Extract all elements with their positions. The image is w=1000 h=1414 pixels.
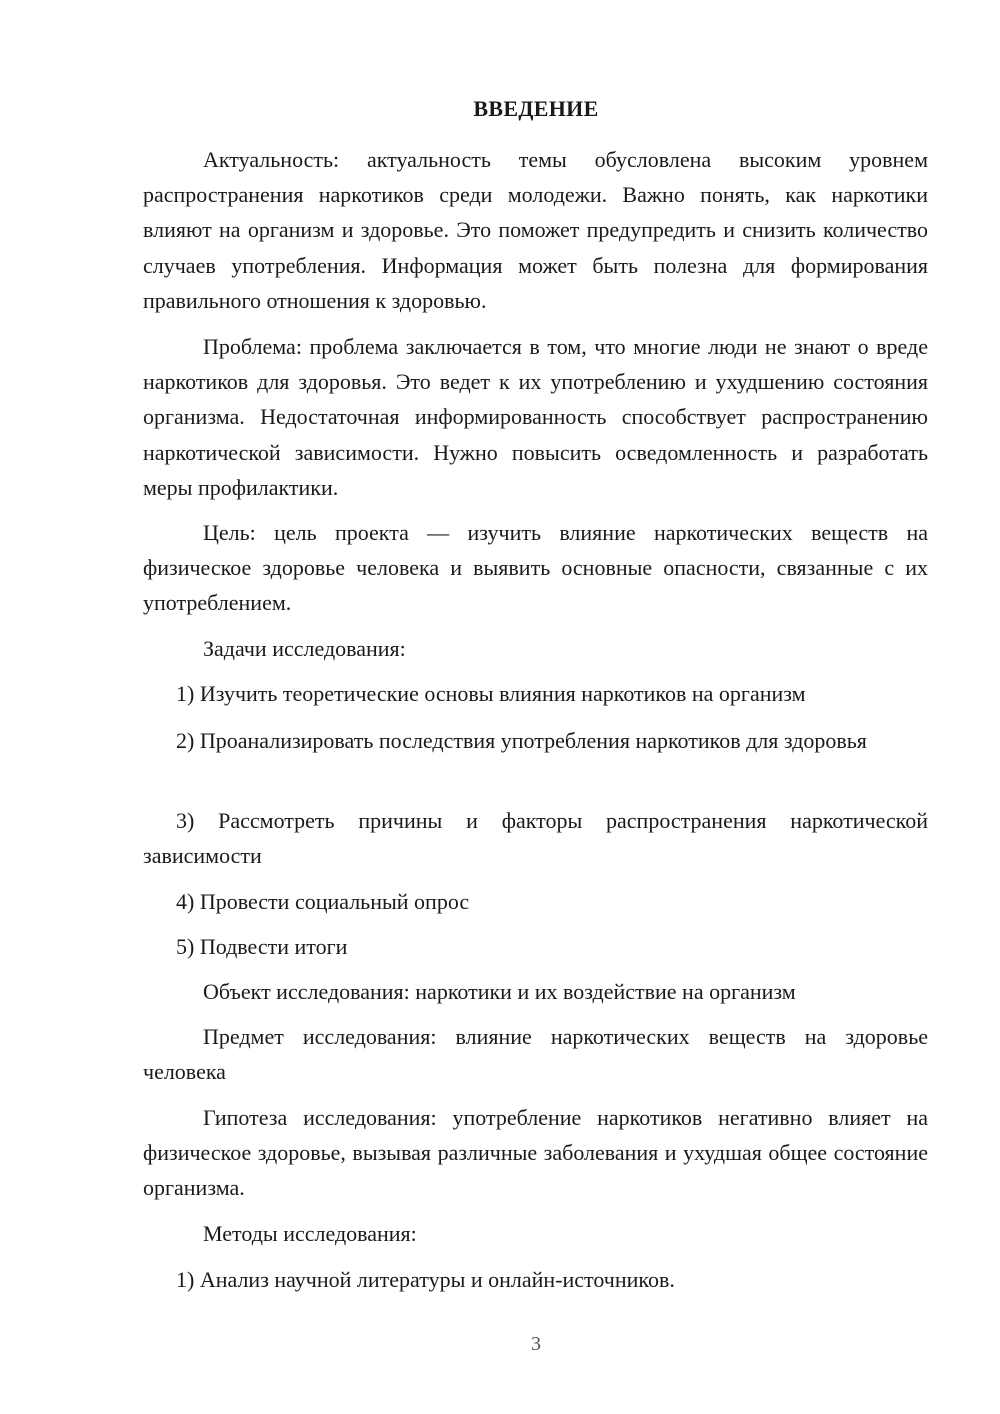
method-item-1: 1) Анализ научной литературы и онлайн-источников.	[176, 1267, 675, 1292]
task-item-3: 3) Рассмотреть причины и факторы распространения наркотической зависимости	[143, 808, 928, 869]
task-item-1: 1) Изучить теоретические основы влияния наркотиков на организм	[176, 681, 806, 706]
paragraph-subject: Предмет исследования: влияние наркотических веществ на здоровье человека	[143, 1024, 928, 1085]
tasks-title: Задачи исследования:	[203, 636, 406, 661]
paragraph-object: Объект исследования: наркотики и их воздействие на организм	[203, 979, 796, 1004]
task-item-5: 5) Подвести итоги	[176, 934, 348, 959]
paragraph-hypothesis: Гипотеза исследования: употребление наркотиков негативно влияет на физическое здоровье, вызывая различные заболевания и ухудшая общее состояние организма.	[143, 1105, 928, 1201]
paragraph-goal: Цель: цель проекта — изучить влияние наркотических веществ на физическое здоровье человека и выявить основные опасности, связанные с их употреблением.	[143, 520, 928, 616]
task-item-4: 4) Провести социальный опрос	[176, 889, 470, 914]
section-heading: ВВЕДЕНИЕ	[473, 96, 599, 121]
page-number: 3	[531, 1333, 541, 1355]
task-item-2: 2) Проанализировать последствия употребления наркотиков для здоровья	[176, 728, 867, 753]
methods-title: Методы исследования:	[203, 1221, 417, 1246]
paragraph-relevance: Актуальность: актуальность темы обусловлена высоким уровнем распространения наркотиков среди молодежи. Важно понять, как наркотики влияют на организм и здоровье. Это поможет предупредить и снизить количество случаев употребления. Информация может быть полезна для формирования правильного отношения к здоровью.	[143, 147, 928, 313]
paragraph-problem: Проблема: проблема заключается в том, что многие люди не знают о вреде наркотиков для здоровья. Это ведет к их употреблению и ухудшению состояния организма. Недостаточная информированность способствует распространению наркотической зависимости. Нужно повысить осведомленность и разработать меры профилактики.	[143, 334, 928, 500]
